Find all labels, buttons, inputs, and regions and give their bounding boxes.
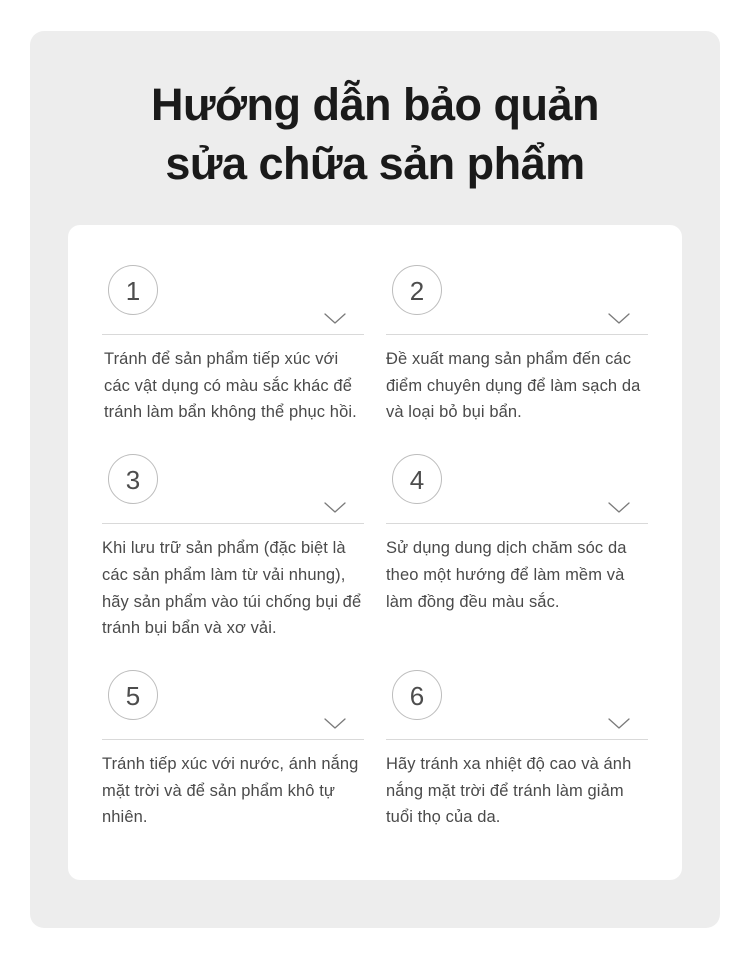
page-title-line-2: sửa chữa sản phẩm [165, 137, 585, 189]
tip-text-3: Khi lưu trữ sản phẩm (đặc biệt là các sản phẩm làm từ vải nhung), hãy sản phẩm vào túi chống bụi để tránh bụi bẩn và xơ vải. [102, 539, 362, 638]
tip-header-6[interactable] [386, 666, 648, 740]
tip-item-2[interactable] [386, 261, 648, 426]
chevron-down-icon[interactable] [324, 502, 346, 514]
chevron-down-icon[interactable] [324, 718, 346, 730]
tip-header-5[interactable] [102, 666, 364, 740]
chevron-down-icon[interactable] [608, 718, 630, 730]
chevron-down-icon[interactable] [324, 313, 346, 325]
tips-grid [102, 261, 648, 855]
tips-card [68, 225, 682, 880]
tip-header-3[interactable] [102, 450, 364, 524]
tip-item-6[interactable] [386, 666, 648, 831]
tip-text-5: Tránh tiếp xúc với nước, ánh nắng mặt trời và để sản phẩm khô tự nhiên. [102, 755, 359, 827]
tip-header-4[interactable] [386, 450, 648, 524]
tip-item-4[interactable] [386, 450, 648, 642]
tip-number-badge-1: 1 [108, 265, 158, 315]
tip-header-2[interactable] [386, 261, 648, 335]
tip-number-badge-4: 4 [392, 454, 442, 504]
tip-header-1[interactable] [102, 261, 364, 335]
chevron-down-icon[interactable] [608, 313, 630, 325]
tip-number-badge-3: 3 [108, 454, 158, 504]
page-title-line-1: Hướng dẫn bảo quản [150, 79, 600, 130]
tip-text-6: Hãy tránh xa nhiệt độ cao và ánh nắng mặt trời để tránh làm giảm tuổi thọ của da. [386, 755, 632, 827]
tip-item-1[interactable] [102, 261, 364, 426]
care-guide-page [30, 31, 720, 928]
tip-item-5[interactable] [102, 666, 364, 831]
tip-item-3[interactable] [102, 450, 364, 642]
page-title [30, 31, 720, 193]
tip-number-badge-6: 6 [392, 670, 442, 720]
tip-text-2: Đề xuất mang sản phẩm đến các điểm chuyên dụng để làm sạch da và loại bỏ bụi bẩn. [386, 350, 641, 422]
tip-number-badge-5: 5 [108, 670, 158, 720]
tip-text-4: Sử dụng dung dịch chăm sóc da theo một hướng để làm mềm và làm đồng đều màu sắc. [386, 539, 627, 611]
chevron-down-icon[interactable] [608, 502, 630, 514]
tip-text-1: Tránh để sản phẩm tiếp xúc với các vật dụng có màu sắc khác để tránh làm bẩn không thể phục hồi. [104, 350, 357, 422]
tip-number-badge-2: 2 [392, 265, 442, 315]
